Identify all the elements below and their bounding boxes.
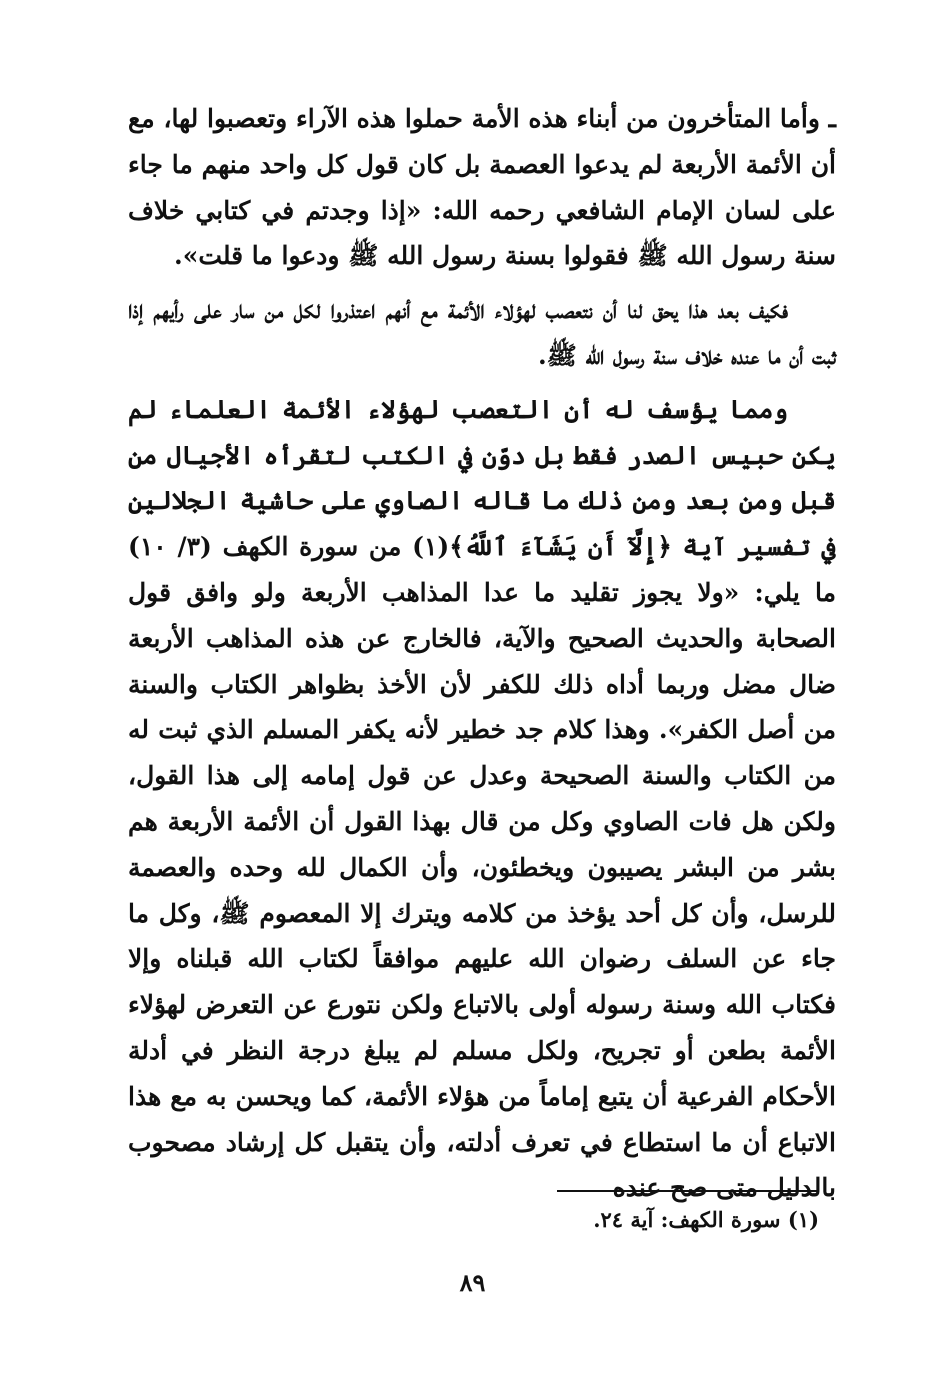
footnote: (١) سورة الكهف: آية ٢٤.	[593, 1207, 819, 1232]
paragraph-3: ومما يؤسف له أن التعصب لهؤلاء الأئمة العلماء لم يكن حبيس الصدر فقط بل دوّن في الكتب لتقرأه الأجيال من قبل ومن بعد ومن ذلك ما قاله الصاوي على حاشية الجلالين في تفسير آية ﴿إِلَّآ أَن يَشَآءَ ٱللَّهُ﴾(١) من سورة الكهف (٣/ ١٠) ما يلي: «ولا يجوز تقليد ما عدا المذاهب الأربعة ولو وافق قول الصحابة والحديث الصحيح والآية، فالخارج عن هذه المذاهب الأربعة ضال مضل وربما أداه ذلك للكفر لأن الأخذ بظواهر الكتاب والسنة من أصل الكفر». وهذا كلام جد خطير لأنه يكفر المسلم الذي ثبت له من الكتاب والسنة الصحيحة وعدل عن قول إمامه إلى هذا القول، ولكن هل فات الصاوي وكل من قال بهذا القول أن الأئمة الأربعة هم بشر من البشر يصيبون ويخطئون، وأن الكمال لله وحده والعصمة للرسل، وأن كل أحد يؤخذ من كلامه ويترك إلا المعصوم ﷺ، وكل ما جاء عن السلف رضوان الله عليهم موافقاً لكتاب الله قبلناه وإلا فكتاب الله وسنة رسوله أولى بالاتباع ولكن نتورع عن التعرض لهؤلاء الأئمة بطعن أو تجريح، ولكل مسلم لم يبلغ درجة النظر في أدلة الأحكام الفرعية أن يتبع إماماً من هؤلاء الأئمة، كما ويحسن به مع هذا الاتباع أن ما استطاع في تعرف أدلته، وأن يتقبل كل إرشاد مصحوب بالدليل متى صح عنده	[128, 394, 836, 1203]
main-text	[128, 96, 836, 1211]
paragraph-2: فكيف بعد هذا يحق لنا أن نتعصب لهؤلاء الأئمة مع أنهم اعتذروا لكل من سار على رأيهم إذا ثبت أن ما عنده خلاف سنة رسول الله ﷺ.	[128, 295, 836, 370]
footnote-separator	[557, 1190, 819, 1192]
page-number: ٨٩	[459, 1268, 486, 1297]
paragraph-1: ـ وأما المتأخرون من أبناء هذه الأمة حملوا هذه الآراء وتعصبوا لها، مع أن الأئمة الأربعة لم يدعوا العصمة بل كان قول كل واحد منهم ما جاء على لسان الإمام الشافعي رحمه الله: «إذا وجدتم في كتابي خلاف سنة رسول الله ﷺ فقولوا بسنة رسول الله ﷺ ودعوا ما قلت».	[128, 104, 836, 271]
